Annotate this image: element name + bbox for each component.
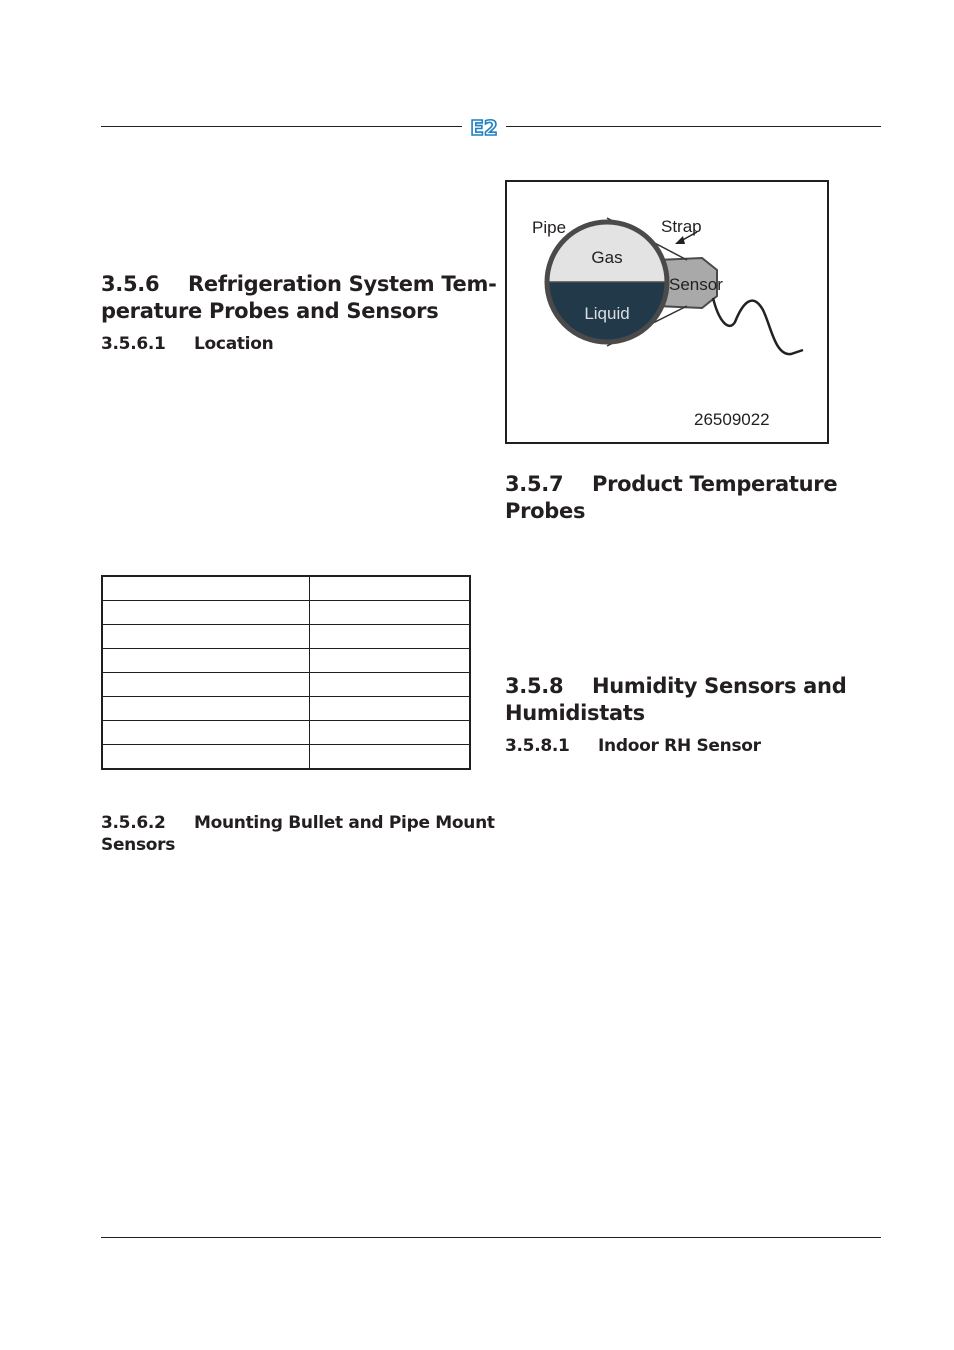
- table-row: [102, 744, 470, 769]
- section-number: 3.5.6.2: [101, 813, 166, 833]
- pipe-label: Pipe: [532, 218, 567, 237]
- table-cell: [310, 672, 471, 696]
- table-row: [102, 720, 470, 744]
- section-title: Mounting Bullet and Pipe Mount: [194, 813, 495, 833]
- table-cell: [310, 720, 471, 744]
- table-row: [102, 601, 470, 625]
- table-row: [102, 696, 470, 720]
- table-cell: [102, 672, 310, 696]
- table-cell: [310, 744, 471, 769]
- section-title: Refrigeration System Tem-: [188, 272, 497, 296]
- logo-text: E2: [470, 116, 498, 140]
- section-title-cont: Sensors: [101, 835, 176, 855]
- liquid-label: Liquid: [584, 304, 630, 323]
- table-row: [102, 625, 470, 649]
- footer-rule: [101, 1237, 881, 1238]
- table-row: [102, 576, 470, 601]
- arrow-head-icon: [675, 236, 685, 244]
- section-heading-3-5-8-1: [505, 735, 761, 757]
- table-cell: [102, 696, 310, 720]
- table-cell: [102, 720, 310, 744]
- table-cell: [102, 601, 310, 625]
- location-table: [101, 575, 471, 770]
- section-heading-3-5-6-2: [101, 812, 495, 856]
- table-cell: [102, 576, 310, 601]
- section-title-cont: perature Probes and Sensors: [101, 299, 439, 323]
- section-heading-3-5-6-1: [101, 333, 273, 355]
- table-cell: [310, 648, 471, 672]
- table-cell: [310, 576, 471, 601]
- sensor-label: Sensor: [669, 275, 723, 294]
- section-title: Product Temperature: [592, 472, 838, 496]
- section-number: 3.5.6.1: [101, 334, 166, 354]
- figure-id: 26509022: [694, 410, 770, 429]
- section-title-cont: Humidistats: [505, 701, 645, 725]
- pipe-sensor-diagram: [507, 182, 827, 442]
- pipe-sensor-figure: [505, 180, 829, 444]
- table-cell: [102, 625, 310, 649]
- sensor-wire: [713, 298, 803, 354]
- table-row: [102, 672, 470, 696]
- section-heading-3-5-8: [505, 673, 846, 727]
- section-heading-3-5-6: [101, 271, 497, 325]
- table-cell: [102, 744, 310, 769]
- section-number: 3.5.8: [505, 674, 564, 698]
- section-number: 3.5.6: [101, 272, 160, 296]
- table-cell: [310, 625, 471, 649]
- e2-logo: [462, 116, 506, 140]
- table-row: [102, 648, 470, 672]
- section-title: Location: [194, 334, 274, 354]
- table-cell: [310, 696, 471, 720]
- gas-label: Gas: [591, 248, 623, 267]
- table-cell: [310, 601, 471, 625]
- table-cell: [102, 648, 310, 672]
- section-title-cont: Probes: [505, 499, 586, 523]
- section-heading-3-5-7: [505, 471, 837, 525]
- section-title: Indoor RH Sensor: [598, 736, 761, 756]
- section-number: 3.5.8.1: [505, 736, 570, 756]
- section-number: 3.5.7: [505, 472, 564, 496]
- strap-label: Strap: [661, 217, 702, 236]
- section-title: Humidity Sensors and: [592, 674, 847, 698]
